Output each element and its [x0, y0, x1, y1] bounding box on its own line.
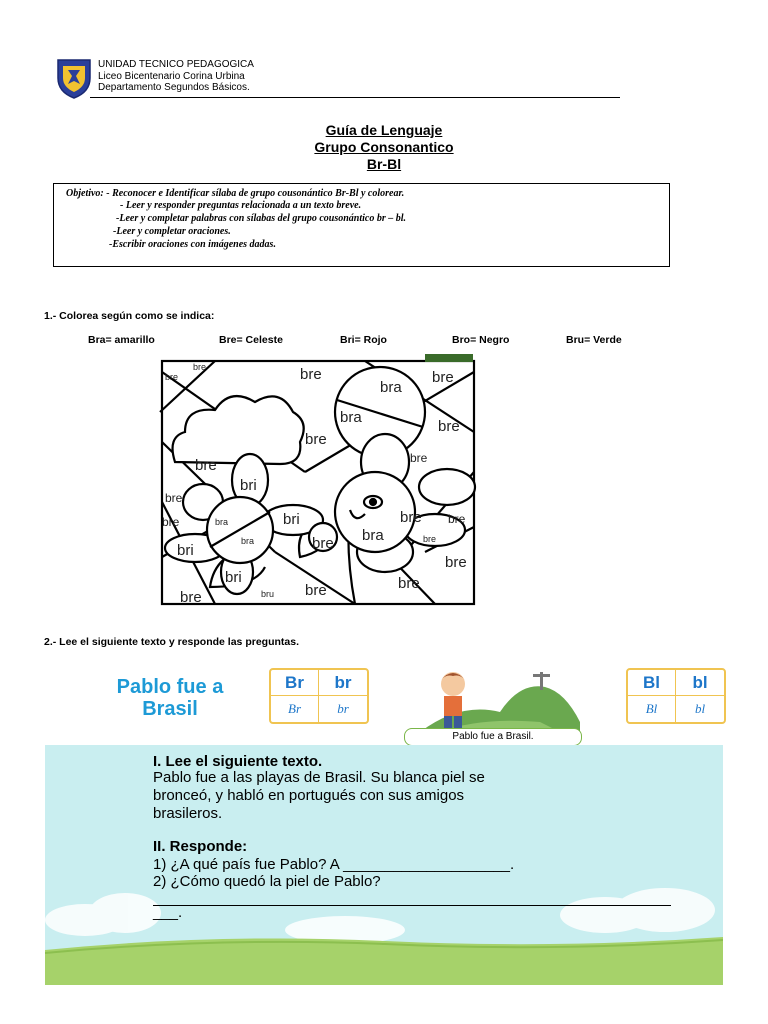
label-bre: bre — [195, 457, 217, 474]
br-lower-print: br — [319, 670, 367, 696]
label-bra: bra — [362, 527, 384, 544]
header-divider — [90, 97, 620, 98]
label-bre: bre — [438, 418, 460, 435]
label-bri: bri — [225, 569, 242, 586]
answer-line-end: ___. — [153, 904, 183, 921]
objective-line: -Leer y completar oraciones. — [113, 226, 231, 237]
bl-syllable-table — [626, 668, 726, 724]
story-title-line1: Pablo fue a — [116, 676, 224, 698]
header-unit-name: UNIDAD TECNICO PEDAGOGICA — [98, 59, 254, 70]
section2-instruction: 2.- Lee el siguiente texto y responde las preguntas. — [44, 636, 299, 648]
section1-instruction: 1.- Colorea según como se indica: — [44, 310, 215, 322]
objective-line: Objetivo: - Reconocer e Identificar sílaba de grupo cousonántico Br-Bl y colorear. — [66, 188, 405, 199]
label-bre: bre — [448, 512, 466, 526]
label-bre: bre — [432, 369, 454, 386]
illustration-caption: Pablo fue a Brasil. — [404, 728, 582, 746]
story-title — [80, 676, 260, 720]
bl-upper-cursive: Bl — [628, 696, 676, 722]
label-bri: bri — [283, 511, 300, 528]
bl-lower-cursive: bl — [694, 701, 706, 716]
story-title-line2: Brasil — [142, 698, 198, 720]
label-bre: bre — [400, 509, 422, 526]
syllables-title: Br-Bl — [366, 156, 402, 172]
label-bra: bra — [241, 536, 255, 546]
label-bre: bre — [165, 491, 183, 505]
objective-line: -Leer y completar palabras con sílabas del grupo cousonántico br – bl. — [116, 213, 406, 224]
legend-bri: Bri= Rojo — [340, 334, 387, 346]
group-title: Grupo Consonantico — [314, 139, 454, 155]
label-bre: bre — [162, 515, 180, 529]
br-syllable-table — [269, 668, 369, 724]
answer-line[interactable] — [153, 905, 671, 906]
label-bre: bre — [398, 575, 420, 592]
label-bre: bre — [305, 582, 327, 599]
label-bre: bre — [300, 366, 322, 383]
label-bre: bre — [312, 535, 334, 552]
objective-line: - Leer y responder preguntas relacionada a un texto breve. — [120, 200, 362, 211]
label-bre: bre — [180, 589, 202, 606]
header-department: Departamento Segundos Básicos. — [98, 82, 250, 93]
question-2: 2) ¿Cómo quedó la piel de Pablo? — [153, 873, 381, 890]
legend-bra: Bra= amarillo — [88, 334, 155, 346]
label-bre: bre — [193, 362, 207, 372]
reading-heading: I. Lee el siguiente texto. — [153, 753, 323, 770]
guide-title: Guía de Lenguaje — [325, 122, 443, 138]
br-upper-print: Br — [271, 670, 319, 696]
br-lower-cursive: br — [337, 701, 349, 716]
legend-bre: Bre= Celeste — [219, 334, 283, 346]
label-bri: bri — [177, 542, 194, 559]
legend-bro: Bro= Negro — [452, 334, 510, 346]
label-bre: bre — [165, 372, 179, 382]
reading-text-line: bronceó, y habló en portugués con sus amigos — [153, 787, 465, 804]
reading-text-line: brasileros. — [153, 805, 223, 822]
coloring-picture — [155, 352, 485, 610]
objective-line: -Escribir oraciones con imágenes dadas. — [109, 239, 276, 250]
legend-bru: Bru= Verde — [566, 334, 622, 346]
label-bra: bra — [380, 379, 402, 396]
label-bre: bre — [305, 431, 327, 448]
reading-text-line: Pablo fue a las playas de Brasil. Su blanca piel se — [153, 769, 485, 786]
label-bra: bra — [215, 517, 229, 527]
bl-lower-print: bl — [676, 670, 724, 696]
label-bro: bre — [423, 534, 437, 544]
label-bri: bri — [240, 477, 257, 494]
label-bra: bra — [340, 409, 362, 426]
label-bre: bre — [445, 554, 467, 571]
respond-heading: II. Responde: — [153, 838, 248, 855]
br-upper-cursive: Br — [271, 696, 319, 722]
question-1: 1) ¿A qué país fue Pablo? A ____________________. — [153, 856, 515, 873]
school-crest-logo — [54, 56, 94, 100]
bl-upper-print: Bl — [628, 670, 676, 696]
label-bru: bru — [261, 589, 275, 599]
label-bre: bre — [410, 451, 428, 465]
header-school-name: Liceo Bicentenario Corina Urbina — [98, 71, 245, 82]
